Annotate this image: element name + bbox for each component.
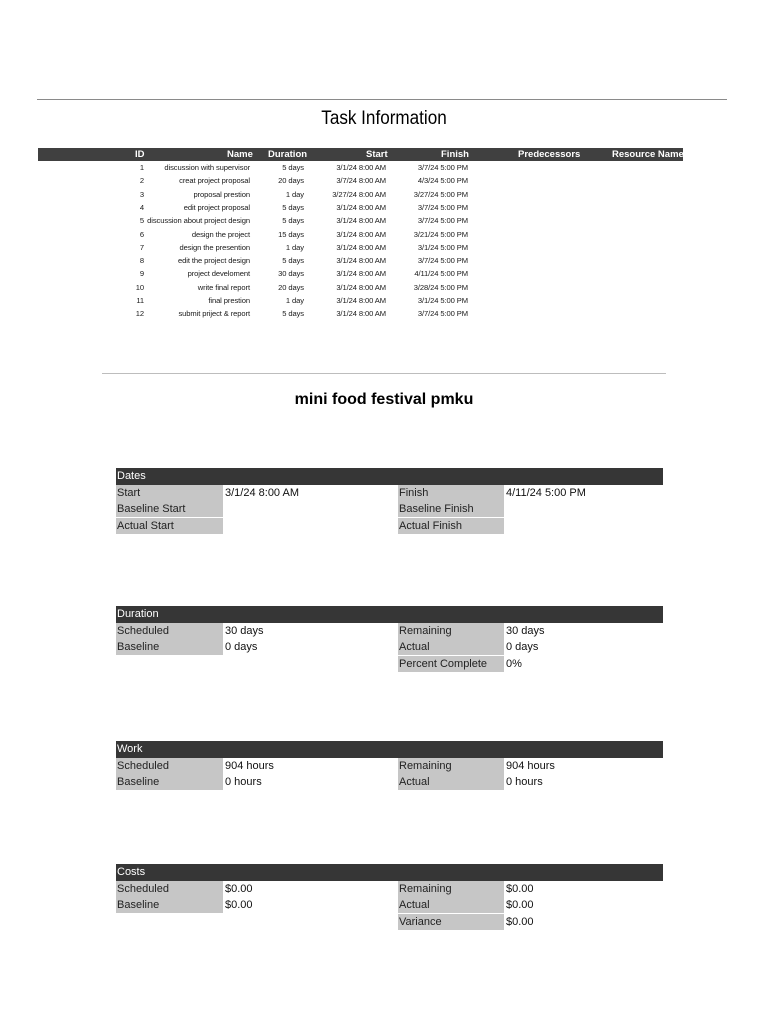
- costs-baseline-label: Baseline: [116, 897, 223, 913]
- task-id-cell: 4: [139, 202, 144, 212]
- task-name-cell: project develoment: [187, 269, 250, 279]
- duration-baseline-value: 0 days: [225, 641, 258, 653]
- duration-scheduled-value: 30 days: [225, 625, 264, 637]
- col-predecessors: Predecessors: [518, 149, 581, 160]
- table-row: [0, 267, 768, 280]
- task-id-cell: 7: [139, 242, 144, 252]
- task-start-cell: 3/1/24 8:00 AM: [336, 202, 386, 212]
- costs-variance-value: $0.00: [506, 916, 534, 928]
- task-finish-cell: 4/11/24 5:00 PM: [414, 269, 468, 279]
- task-start-cell: 3/1/24 8:00 AM: [336, 229, 386, 239]
- duration-remaining-value: 30 days: [506, 625, 545, 637]
- task-finish-cell: 3/7/24 5:00 PM: [417, 256, 468, 266]
- table-row: [0, 161, 768, 174]
- task-finish-cell: 3/1/24 5:00 PM: [417, 242, 468, 252]
- task-start-cell: 3/7/24 8:00 AM: [336, 176, 386, 186]
- col-duration: Duration: [268, 149, 308, 160]
- task-finish-cell: 3/27/24 5:00 PM: [413, 189, 468, 199]
- task-duration-cell: 1 day: [285, 242, 304, 252]
- costs-baseline-value: $0.00: [225, 899, 253, 911]
- col-id: ID: [135, 149, 145, 160]
- task-name-cell: write final report: [197, 282, 250, 292]
- actual-start-label: Actual Start: [116, 518, 223, 534]
- task-id-cell: 5: [139, 216, 144, 226]
- work-scheduled-value: 904 hours: [225, 760, 274, 772]
- costs-scheduled-value: $0.00: [225, 883, 253, 895]
- task-id-cell: 3: [139, 189, 144, 199]
- col-finish: Finish: [441, 149, 469, 160]
- task-finish-cell: 3/21/24 5:00 PM: [413, 229, 468, 239]
- costs-variance-label: Variance: [398, 914, 504, 930]
- work-actual-label: Actual: [398, 774, 504, 790]
- costs-actual-value: $0.00: [506, 899, 534, 911]
- table-row: [0, 241, 768, 254]
- task-start-cell: 3/1/24 8:00 AM: [336, 216, 386, 226]
- task-duration-cell: 5 days: [282, 256, 304, 266]
- task-finish-cell: 4/3/24 5:00 PM: [417, 176, 468, 186]
- task-start-cell: 3/27/24 8:00 AM: [332, 189, 386, 199]
- task-name-cell: design the presention: [179, 242, 250, 252]
- duration-remaining-label: Remaining: [398, 623, 504, 639]
- work-baseline-value: 0 hours: [225, 776, 262, 788]
- task-table-header: [38, 148, 690, 161]
- task-start-cell: 3/1/24 8:00 AM: [336, 163, 386, 172]
- task-start-cell: 3/1/24 8:00 AM: [336, 242, 386, 252]
- table-row: [0, 228, 768, 241]
- duration-actual-label: Actual: [398, 639, 504, 655]
- baseline-finish-label: Baseline Finish: [398, 501, 504, 517]
- table-row: [0, 214, 768, 227]
- finish-value: 4/11/24 5:00 PM: [506, 487, 586, 499]
- work-section-header: Work: [116, 741, 663, 758]
- task-duration-cell: 1 day: [285, 189, 304, 199]
- task-finish-cell: 3/7/24 5:00 PM: [417, 216, 468, 226]
- task-name-cell: final prestion: [208, 296, 250, 305]
- task-duration-cell: 5 days: [282, 309, 304, 319]
- baseline-start-label: Baseline Start: [116, 501, 223, 517]
- task-id-cell: 12: [135, 309, 144, 319]
- project-title: mini food festival pmku: [294, 391, 474, 408]
- costs-section-header: Costs: [116, 864, 663, 881]
- task-name-cell: edit project proposal: [183, 202, 250, 212]
- task-name-cell: edit the project design: [178, 256, 250, 266]
- costs-actual-label: Actual: [398, 897, 504, 913]
- task-finish-cell: 3/28/24 5:00 PM: [413, 282, 468, 292]
- task-start-cell: 3/1/24 8:00 AM: [336, 256, 386, 266]
- costs-remaining-value: $0.00: [506, 883, 534, 895]
- task-name-cell: proposal prestion: [193, 189, 250, 199]
- start-label: Start: [116, 485, 223, 501]
- task-start-cell: 3/1/24 8:00 AM: [336, 296, 386, 305]
- task-id-cell: 10: [135, 282, 144, 292]
- percent-complete-value: 0%: [506, 658, 522, 670]
- table-row: [0, 174, 768, 187]
- task-duration-cell: 15 days: [278, 229, 304, 239]
- task-id-cell: 6: [139, 229, 144, 239]
- work-actual-value: 0 hours: [506, 776, 543, 788]
- task-name-cell: design the project: [191, 229, 250, 239]
- task-duration-cell: 20 days: [278, 176, 304, 186]
- work-scheduled-label: Scheduled: [116, 758, 223, 774]
- duration-actual-value: 0 days: [506, 641, 539, 653]
- work-baseline-label: Baseline: [116, 774, 223, 790]
- duration-section-header: Duration: [116, 606, 663, 623]
- task-start-cell: 3/1/24 8:00 AM: [336, 269, 386, 279]
- task-duration-cell: 5 days: [282, 202, 304, 212]
- task-finish-cell: 3/7/24 5:00 PM: [417, 202, 468, 212]
- dates-section-header: Dates: [116, 468, 663, 485]
- task-duration-cell: 30 days: [278, 269, 304, 279]
- work-remaining-value: 904 hours: [506, 760, 555, 772]
- col-resource-names: Resource Names: [612, 149, 690, 160]
- costs-remaining-label: Remaining: [398, 881, 504, 897]
- table-row: [0, 281, 768, 294]
- actual-finish-label: Actual Finish: [398, 518, 504, 534]
- task-finish-cell: 3/1/24 5:00 PM: [417, 296, 468, 305]
- task-duration-cell: 5 days: [282, 163, 304, 172]
- costs-scheduled-label: Scheduled: [116, 881, 223, 897]
- col-start: Start: [366, 149, 388, 160]
- col-name: Name: [227, 149, 253, 160]
- task-name-cell: creat project proposal: [179, 176, 250, 186]
- task-name-cell: discussion with supervisor: [164, 163, 250, 172]
- task-finish-cell: 3/7/24 5:00 PM: [417, 163, 468, 172]
- table-row: [0, 254, 768, 267]
- start-value: 3/1/24 8:00 AM: [225, 487, 299, 499]
- table-row: [0, 201, 768, 214]
- task-name-cell: discussion about project design: [147, 216, 250, 226]
- duration-scheduled-label: Scheduled: [116, 623, 223, 639]
- table-row: [0, 294, 768, 307]
- task-start-cell: 3/1/24 8:00 AM: [336, 309, 386, 319]
- task-duration-cell: 5 days: [282, 216, 304, 226]
- table-row: [0, 188, 768, 201]
- work-remaining-label: Remaining: [398, 758, 504, 774]
- task-id-cell: 9: [139, 269, 144, 279]
- task-duration-cell: 1 day: [285, 296, 304, 305]
- middle-divider: [102, 373, 666, 374]
- task-start-cell: 3/1/24 8:00 AM: [336, 282, 386, 292]
- task-duration-cell: 20 days: [278, 282, 304, 292]
- task-finish-cell: 3/7/24 5:00 PM: [417, 309, 468, 319]
- task-id-cell: 11: [136, 296, 144, 305]
- table-row: [0, 307, 768, 320]
- finish-label: Finish: [398, 485, 504, 501]
- percent-complete-label: Percent Complete: [398, 656, 504, 672]
- task-information-title: Task Information: [321, 108, 447, 129]
- duration-baseline-label: Baseline: [116, 639, 223, 655]
- task-id-cell: 2: [139, 176, 144, 186]
- top-divider: [37, 99, 727, 100]
- task-name-cell: submit priject & report: [178, 309, 250, 319]
- task-id-cell: 1: [139, 163, 144, 172]
- task-id-cell: 8: [139, 256, 144, 266]
